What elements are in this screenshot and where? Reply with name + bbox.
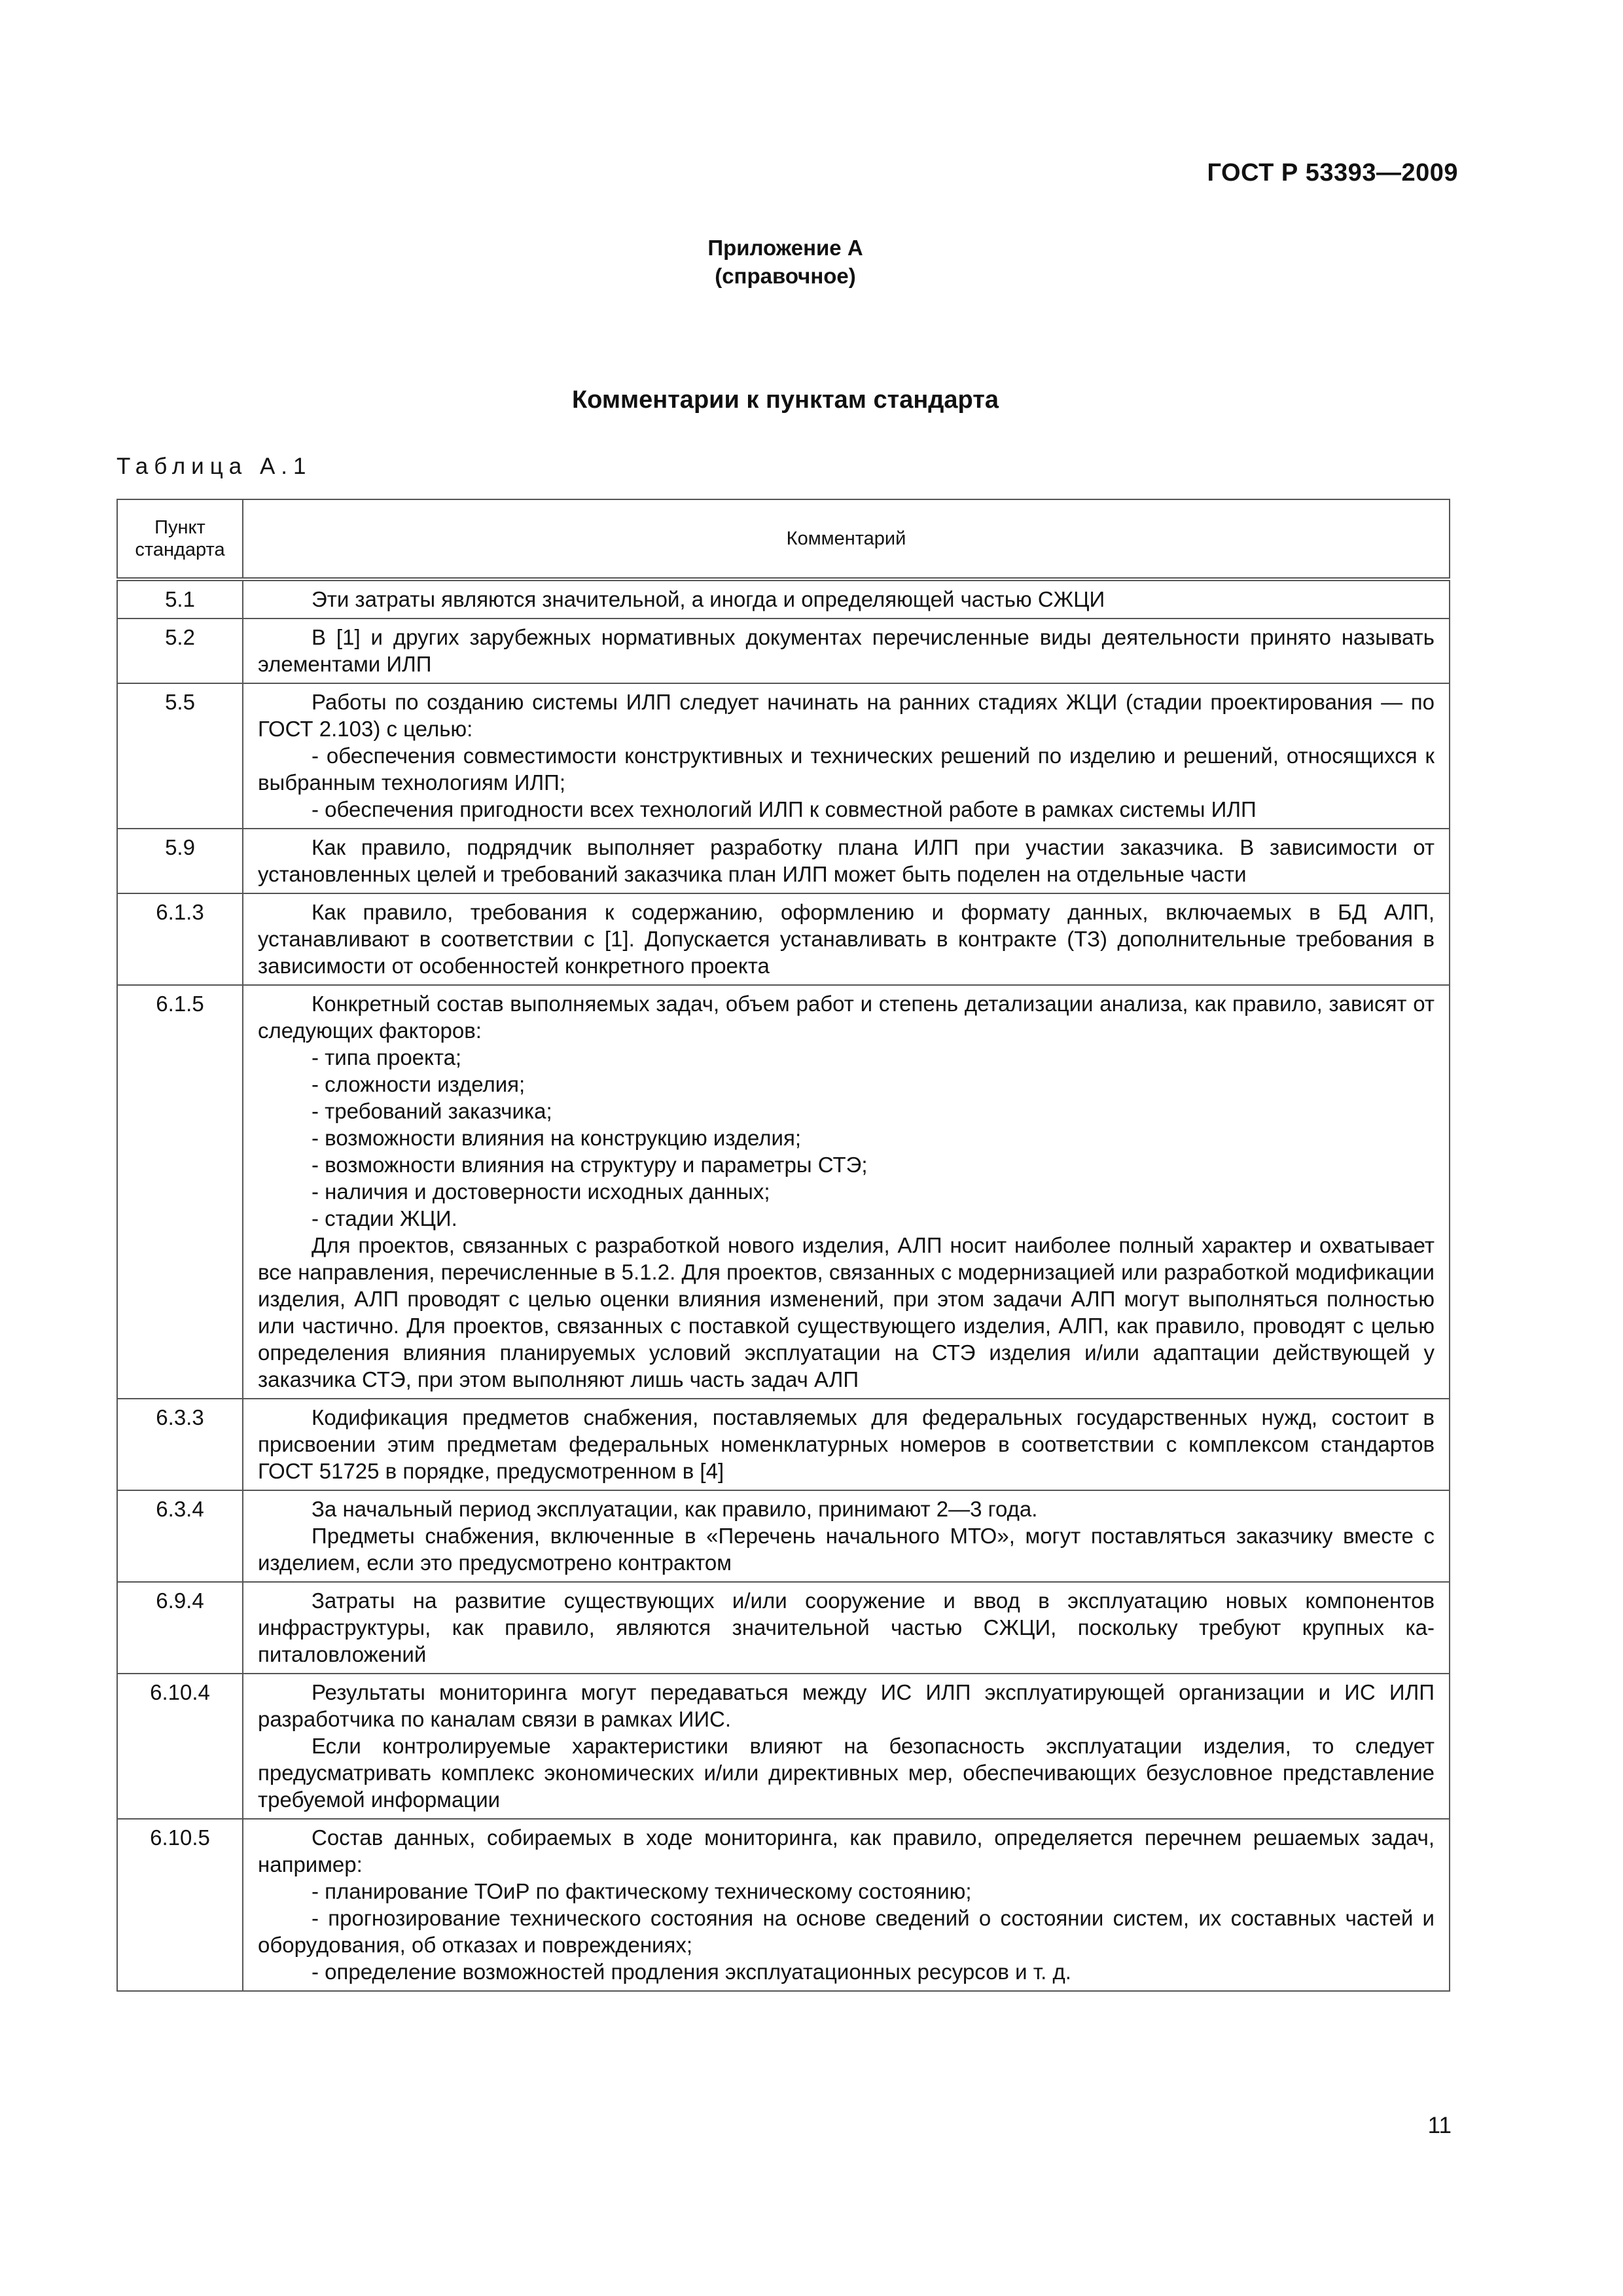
table-body	[117, 579, 1450, 1991]
table-row	[117, 683, 1450, 829]
row-comment	[243, 893, 1450, 985]
row-comment	[243, 985, 1450, 1399]
comment-list-item: - стадии ЖЦИ.	[312, 1206, 457, 1230]
row-comment	[243, 579, 1450, 619]
row-point: 6.10.4	[117, 1674, 243, 1819]
header-comment: Комментарий	[243, 499, 1450, 579]
row-comment	[243, 1582, 1450, 1674]
comment-paragraph: Состав данных, собираемых в ходе мониторинга, как правило, определяется перечнем решаемых задач, например:	[258, 1825, 1435, 1876]
row-point: 5.2	[117, 619, 243, 683]
table-row	[117, 1582, 1450, 1674]
comment-paragraph: В [1] и других зарубежных нормативных документах перечисленные виды деятельности принято называть элементами ИЛП	[258, 625, 1435, 676]
comment-paragraph: Работы по созданию системы ИЛП следует начинать на ранних стадиях ЖЦИ (стадии проектирования — по ГОСТ 2.103) с целью:	[258, 690, 1435, 741]
comment-list-item: - наличия и достоверности исходных данных;	[312, 1179, 770, 1204]
row-point: 6.1.5	[117, 985, 243, 1399]
comment-paragraph: Как правило, подрядчик выполняет разработку плана ИЛП при участии заказчика. В зависимости от установленных целей и требований заказчика план ИЛП может быть поделен на отдельные части	[258, 835, 1435, 886]
row-comment	[243, 619, 1450, 683]
row-comment	[243, 1490, 1450, 1582]
table-row	[117, 1490, 1450, 1582]
standard-code: ГОСТ Р 53393—2009	[1207, 159, 1458, 187]
row-point: 6.10.5	[117, 1819, 243, 1991]
row-point: 5.1	[117, 579, 243, 619]
comment-paragraph: Как правило, требования к содержанию, оформлению и формату данных, включаемых в БД АЛП, устанавливают в соответствии с [1]. Допускается устанавливать в контракте (ТЗ) дополнительные требования в зависимости от особенностей конкретного проекта	[258, 900, 1435, 978]
comment-paragraph: Для проектов, связанных с разработкой нового изделия, АЛП носит наиболее полный характер и охватывает все направления, перечисленные в 5.1.2. Для проектов, связанных с модернизацией или разработкой модификации изделия, АЛП проводят с целью оценки влияния изменений, при этом задачи АЛП могут выполняться полностью или частично. Для проектов, связанных с поставкой существующего изделия, АЛП, как правило, проводят с целью определения влияния планируемых условий эксплуатации на СТЭ изделия и/или адаптации действующей у заказчика СТЭ, при этом выполняют лишь часть задач АЛП	[258, 1233, 1435, 1391]
comment-list-item: - определение возможностей продления эксплуатационных ресурсов и т. д.	[312, 1960, 1071, 1984]
table-label: Таблица А.1	[116, 454, 312, 479]
comment-list-item: - обеспечения совместимости конструктивных и технических решений по изделию и решений, относящихся к выбранным технологиям ИЛП;	[258, 744, 1435, 795]
comment-paragraph: Предметы снабжения, включенные в «Перечень начального МТО», могут поставляться заказчику вместе с изделием, если это предусмотрено контрактом	[258, 1524, 1435, 1575]
comment-list-item: - прогнозирование технического состояния на основе сведений о состоянии систем, их составных частей и оборудования, об отказах и повреждениях;	[258, 1906, 1435, 1957]
row-comment	[243, 1674, 1450, 1819]
comment-paragraph: Конкретный состав выполняемых задач, объем работ и степень детализации анализа, как правило, зависят от следующих факторов:	[258, 992, 1435, 1043]
row-point: 6.3.4	[117, 1490, 243, 1582]
row-comment	[243, 683, 1450, 829]
comment-paragraph: Эти затраты являются значительной, а иногда и определяющей частью СЖЦИ	[312, 587, 1105, 611]
section-title: Комментарии к пунктам стандарта	[571, 386, 999, 414]
table-row	[117, 579, 1450, 619]
comment-paragraph: Кодификация предметов снабжения, поставляемых для федеральных государственных нужд, состоит в присвоении этим предметам федеральных номенклатурных номеров в соответствии с комплексом стандартов ГОСТ 51725 в порядке, предусмотренном в [4]	[258, 1405, 1435, 1483]
comment-paragraph: Если контролируемые характеристики влияют на безопасность эксплуатации изделия, то следует предусматривать комплекс экономических и/или директивных мер, обеспечивающих безусловное представление требуемой информации	[258, 1734, 1435, 1812]
table-row	[117, 985, 1450, 1399]
comment-list-item: - обеспечения пригодности всех технологий ИЛП к совместной работе в рамках системы ИЛП	[312, 797, 1257, 821]
table-row	[117, 619, 1450, 683]
table-header-row	[117, 499, 1450, 579]
comment-list-item: - требований заказчика;	[312, 1099, 552, 1123]
table-row	[117, 1399, 1450, 1490]
row-point: 6.9.4	[117, 1582, 243, 1674]
comment-paragraph: За начальный период эксплуатации, как правило, принимают 2—3 года.	[312, 1497, 1038, 1521]
row-point: 6.3.3	[117, 1399, 243, 1490]
row-comment	[243, 829, 1450, 893]
row-point: 6.1.3	[117, 893, 243, 985]
appendix-subtitle: (справочное)	[715, 264, 856, 288]
row-comment	[243, 1819, 1450, 1991]
table-row	[117, 1674, 1450, 1819]
table-row	[117, 829, 1450, 893]
comments-table	[116, 499, 1450, 1992]
comment-list-item: - возможности влияния на конструкцию изделия;	[312, 1126, 801, 1150]
row-point: 5.5	[117, 683, 243, 829]
comment-paragraph: Результаты мониторинга могут передаваться между ИС ИЛП эксплуатирующей организации и ИС ИЛП разработчика по каналам связи в рамках ИИС.	[258, 1680, 1435, 1731]
row-point: 5.9	[117, 829, 243, 893]
appendix-title: Приложение А	[707, 236, 863, 260]
table-row	[117, 893, 1450, 985]
comment-list-item: - сложности изделия;	[312, 1072, 526, 1096]
table-row	[117, 1819, 1450, 1991]
header-point: Пункт стандарта	[117, 499, 243, 579]
comment-paragraph: Затраты на развитие существующих и/или сооружение и ввод в эксплуатацию новых компонентов инфраструктуры, как правило, являются значительной частью СЖЦИ, поскольку требуют крупных капиталовложений	[258, 1588, 1435, 1666]
comment-list-item: - типа проекта;	[312, 1045, 462, 1069]
row-comment	[243, 1399, 1450, 1490]
page-number: 11	[1427, 2113, 1452, 2138]
comment-list-item: - возможности влияния на структуру и параметры СТЭ;	[312, 1153, 868, 1177]
comment-list-item: - планирование ТОиР по фактическому техническому состоянию;	[312, 1879, 972, 1903]
